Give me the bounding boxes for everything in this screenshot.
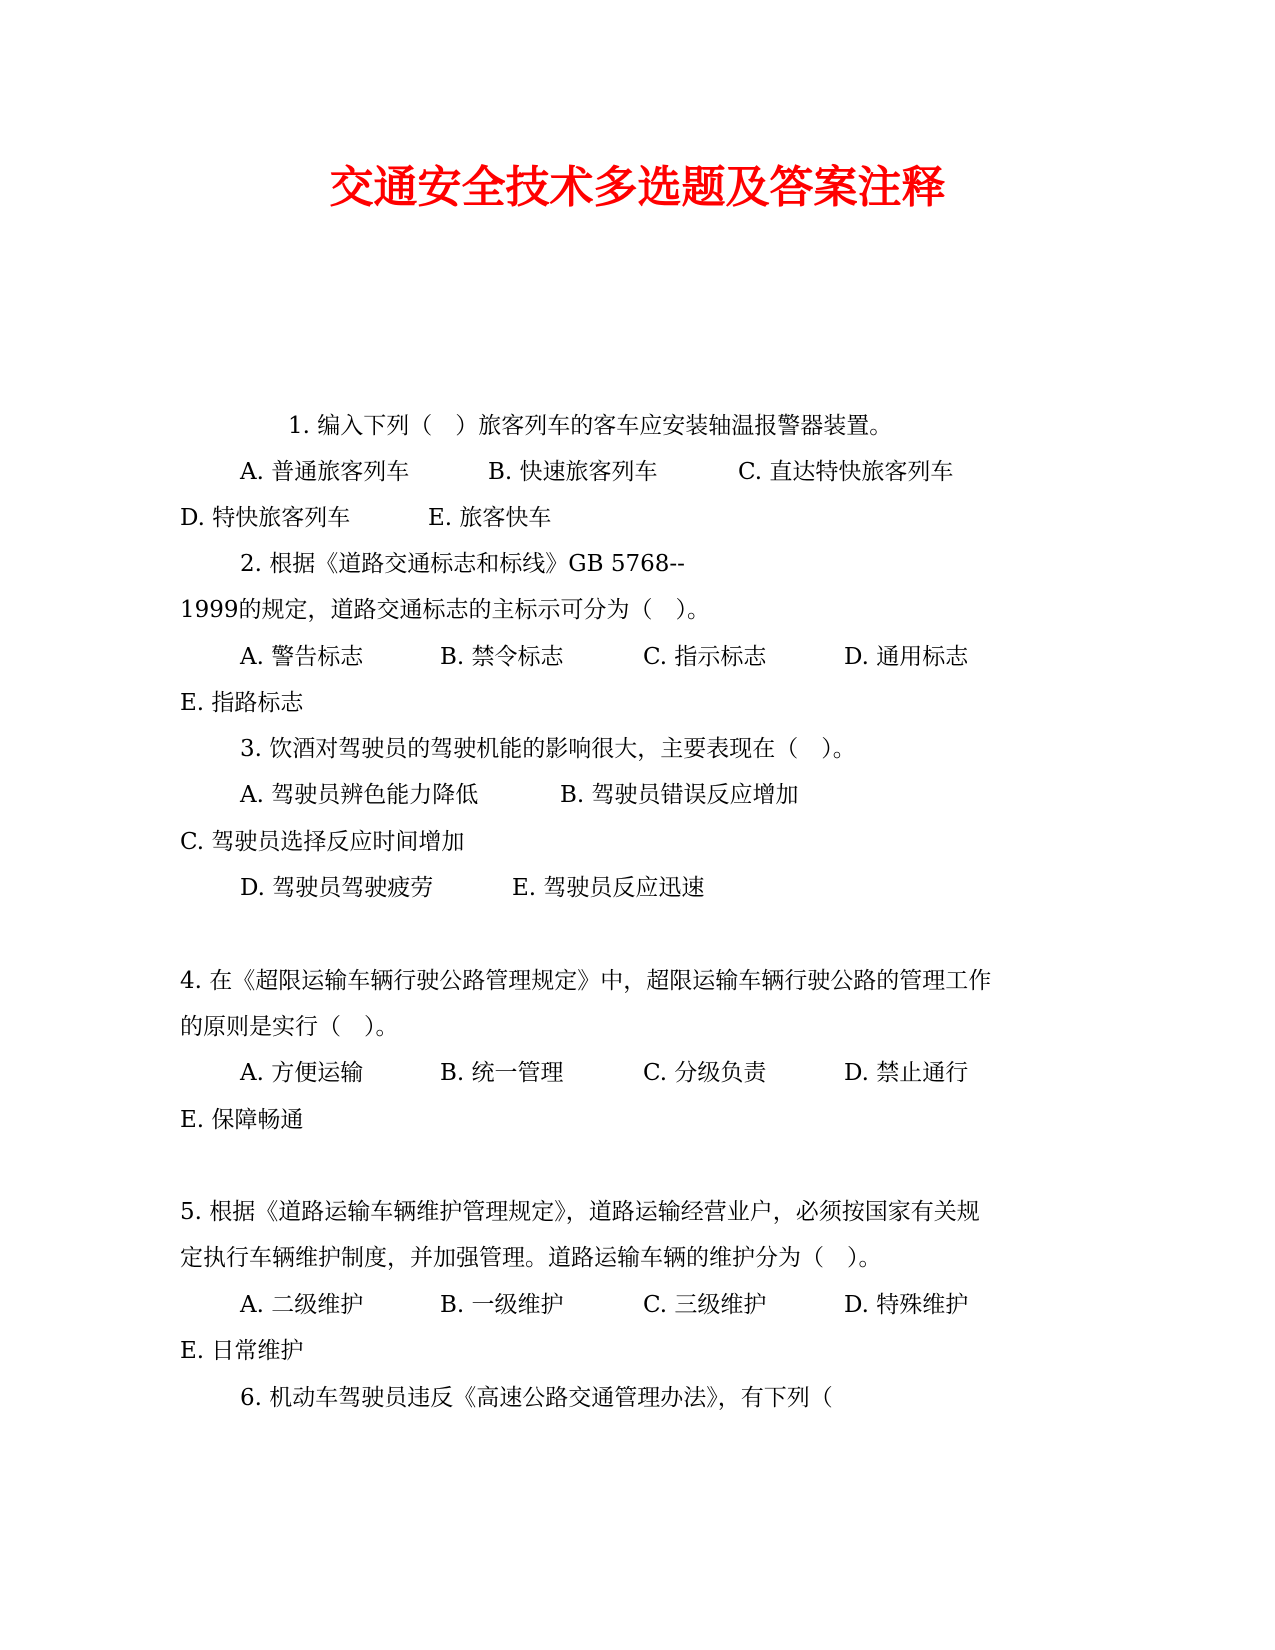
document-title: 交通安全技术多选题及答案注释 [329, 162, 946, 213]
question-5-stem-line-2: 定执行车辆维护制度，并加强管理。道路运输车辆的维护分为（ ）。 [180, 1245, 882, 1271]
question-2-option-a: A. 警告标志 [240, 644, 364, 670]
question-4-option-e: E. 保障畅通 [180, 1107, 304, 1133]
question-5-option-e: E. 日常维护 [180, 1338, 304, 1364]
question-1-option-b: B. 快速旅客列车 [488, 459, 658, 485]
question-2-option-e: E. 指路标志 [180, 690, 304, 716]
question-4-option-d: D. 禁止通行 [844, 1060, 969, 1086]
question-1-option-d: D. 特快旅客列车 [180, 505, 351, 531]
question-5-option-b: B. 一级维护 [440, 1292, 564, 1318]
question-3-option-d: D. 驾驶员驾驶疲劳 [240, 875, 434, 901]
question-6-stem: 6. 机动车驾驶员违反《高速公路交通管理办法》，有下列（ [240, 1385, 833, 1411]
question-5-option-c: C. 三级维护 [643, 1292, 767, 1318]
question-3-stem: 3. 饮酒对驾驶员的驾驶机能的影响很大，主要表现在（ ）。 [240, 736, 856, 762]
question-1-stem: 1. 编入下列（ ）旅客列车的客车应安装轴温报警器装置。 [288, 413, 893, 439]
question-3-option-b: B. 驾驶员错误反应增加 [560, 782, 799, 808]
question-5-option-d: D. 特殊维护 [844, 1292, 969, 1318]
question-4-option-c: C. 分级负责 [643, 1060, 767, 1086]
question-4-stem-line-1: 4. 在《超限运输车辆行驶公路管理规定》中，超限运输车辆行驶公路的管理工作 [180, 968, 992, 994]
question-4-option-a: A. 方便运输 [240, 1060, 364, 1086]
question-4-stem-line-2: 的原则是实行（ ）。 [180, 1014, 399, 1040]
question-1-option-e: E. 旅客快车 [428, 505, 552, 531]
question-3-option-a: A. 驾驶员辨色能力降低 [240, 782, 479, 808]
question-1-option-c: C. 直达特快旅客列车 [738, 459, 954, 485]
question-1-option-a: A. 普通旅客列车 [240, 459, 410, 485]
question-3-option-e: E. 驾驶员反应迅速 [512, 875, 705, 901]
question-2-option-c: C. 指示标志 [643, 644, 767, 670]
question-4-option-b: B. 统一管理 [440, 1060, 564, 1086]
question-2-stem-line-1: 2. 根据《道路交通标志和标线》GB 5768-- [240, 551, 685, 577]
question-5-option-a: A. 二级维护 [240, 1292, 364, 1318]
question-3-option-c: C. 驾驶员选择反应时间增加 [180, 829, 465, 855]
question-2-option-b: B. 禁令标志 [440, 644, 564, 670]
question-5-stem-line-1: 5. 根据《道路运输车辆维护管理规定》，道路运输经营业户，必须按国家有关规 [180, 1199, 980, 1225]
question-2-stem-line-2: 1999的规定，道路交通标志的主标示可分为（ ）。 [180, 597, 711, 623]
question-2-option-d: D. 通用标志 [844, 644, 969, 670]
